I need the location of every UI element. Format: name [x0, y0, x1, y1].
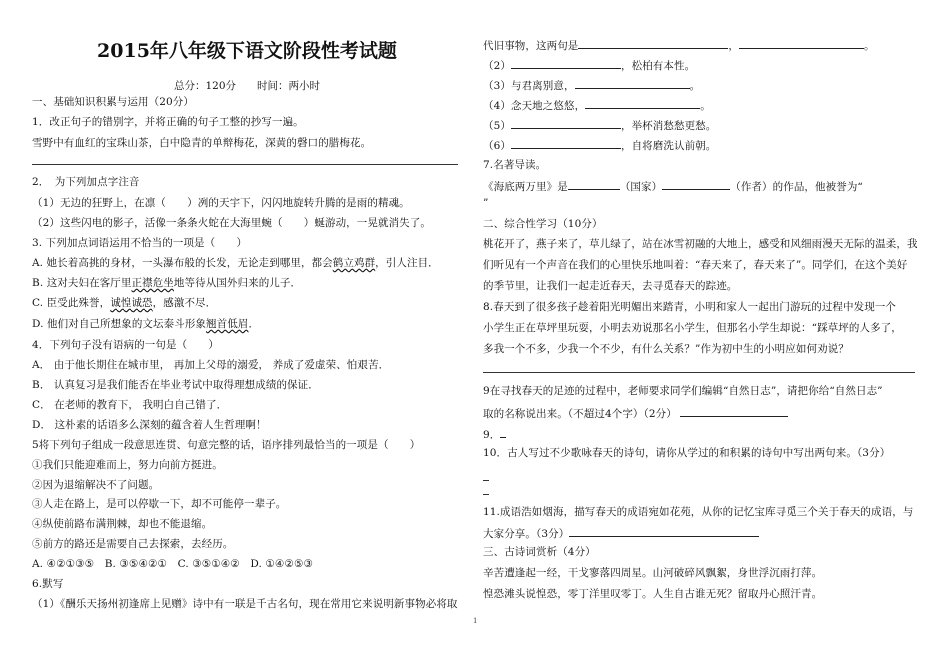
- question-6-item-1: （1）《酬乐天扬州初逢席上见赠》诗中有一联是千古名句，现在常用它来说明新事物必将取: [32, 598, 458, 610]
- question-11: 11.成语浩如烟海，描写春天的成语宛如花苑，从你的记忆宝库寻觅三个关于春天的成语，与: [483, 506, 914, 518]
- question-11-line-2: [483, 525, 759, 541]
- marked-phrase: 诚惶诚恐: [110, 297, 153, 309]
- question-6-item-2: [483, 57, 695, 73]
- answer-blank[interactable]: [662, 178, 730, 190]
- prompt-text: （3）与君离别意，: [483, 80, 575, 92]
- prompt-text: （4）念天地之悠悠，: [483, 100, 586, 112]
- answer-blank[interactable]: [511, 137, 621, 149]
- prompt-text-end: ，自将磨洗认前朝。: [620, 140, 717, 152]
- answer-line[interactable]: [483, 480, 489, 481]
- answer-line[interactable]: [483, 494, 489, 495]
- punct: 。: [689, 80, 701, 92]
- answer-blank[interactable]: [575, 77, 690, 89]
- question-7-close-quote: ”: [483, 197, 489, 209]
- answer-blank[interactable]: [511, 57, 621, 69]
- question-6-item-5: [483, 117, 716, 133]
- option-text-end: ．: [248, 318, 260, 330]
- prompt-text-end: ，松柏有本性。: [620, 60, 696, 72]
- question-2: 2． 为下列加点字注音: [32, 176, 140, 188]
- answer-label: 9．: [483, 429, 501, 441]
- prompt-text: （6）: [483, 140, 511, 152]
- answer-blank[interactable]: [500, 426, 506, 438]
- question-8: 8.春天到了很多孩子趁着阳光明媚出来踏青，小明和家人一起出门游玩的过程中发现一个: [483, 301, 897, 313]
- question-4-option-c: C． 在老师的教育下， 我明白自己错了．: [32, 399, 228, 411]
- prompt-text-end: （作者）的作品，他被誉为“: [730, 181, 863, 193]
- prompt-text-end: ，举杯消愁愁更愁。: [620, 120, 717, 132]
- question-5-options: A. ④②①③⑤ B. ③⑤④②① C. ③⑤①④② D. ①④②⑤③: [32, 558, 313, 570]
- question-3-option-d: [32, 317, 259, 331]
- prompt-text: 大家分享。（3分）: [483, 528, 570, 540]
- page-title: 2015年八年级下语文阶段性考试题: [97, 40, 397, 62]
- question-8-line-2: 小学生正在草坪里玩耍，小明去劝说那名小学生，但那名小学生却说：“踩草坪的人多了，: [483, 322, 902, 334]
- section-heading: 一、基础知识积累与运用（20分）: [32, 96, 194, 108]
- question-4-option-a: A． 由于他长期住在城市里， 再加上父母的溺爱， 养成了爱虚荣、怕艰苦．: [32, 359, 390, 371]
- question-6: 6.默写: [32, 578, 64, 590]
- option-text-end: ，感激不尽．: [152, 297, 217, 309]
- question-3-option-a: [32, 256, 439, 270]
- option-text-end: ，引人注目．: [375, 257, 439, 269]
- passage-line-2: 们听见有一个声音在我们的心里快乐地叫着：“春天来了，春天来了”。同学们，在这个美好: [483, 259, 908, 271]
- question-4-option-b: B． 认真复习是我们能否在毕业考试中取得理想成绩的保证．: [32, 379, 319, 391]
- prompt-text: 取的名称说出来。（不超过4个字）（2分）: [483, 408, 677, 420]
- option-text: A. 她长着高挑的身材，一头瀑布般的长发，无论走到哪里，都会: [32, 257, 333, 269]
- question-6-item-4: [483, 97, 711, 113]
- question-5-sentence-4: ④纵使前路布满荆棘，却也不能退缩。: [32, 518, 213, 530]
- question-10: 10．古人写过不少歌咏春天的诗句，请你从学过的和积累的诗句中写出两句来。（3分）: [483, 447, 891, 459]
- answer-blank[interactable]: [585, 97, 700, 109]
- page-number: 1: [473, 617, 478, 625]
- prompt-text: （5）: [483, 120, 511, 132]
- answer-line: [32, 164, 458, 165]
- question-6-item-6: [483, 137, 716, 153]
- punct: 。: [700, 100, 711, 112]
- question-1: 1．改正句子的错别字，并将正确的句子工整的抄写一遍。: [32, 116, 304, 128]
- marked-phrase: 正襟危坐: [131, 277, 174, 289]
- question-5-sentence-3: ③人走在路上，是可以停歇一下，却不可能停一辈子。: [32, 498, 287, 510]
- question-5-sentence-1: ①我们只能迎难而上，努力向前方挺进。: [32, 459, 223, 471]
- punct: 。: [864, 40, 875, 52]
- question-3-option-b: [32, 276, 301, 290]
- question-2-item-1: （1）无边的狂野上，在凛（ ）冽的天宇下，闪闪地旋转升腾的是雨的精魂。: [32, 197, 410, 209]
- answer-line[interactable]: [483, 372, 915, 373]
- section-heading: 三、古诗词赏析（4分）: [483, 546, 596, 558]
- question-7: 7.名著导读。: [483, 159, 547, 171]
- option-text: B. 这对夫妇在客厅里: [32, 277, 132, 289]
- poem-line-1: 辛苦遭逢起一经，干戈寥落四周星。山河破碎风飘絮，身世浮沉雨打萍。: [483, 567, 823, 579]
- question-1-sentence: 雪野中有血红的宝珠山茶，白中隐青的单辩梅花，深黄的磬口的腊梅花。: [32, 137, 372, 149]
- punct: ，: [728, 40, 740, 52]
- question-4-option-d: D． 这朴素的话语多么深刻的蕴含着人生哲理啊！: [32, 419, 267, 431]
- exam-info: 总分：120分 时间：两小时: [173, 80, 321, 92]
- prompt-text: （2）: [483, 60, 511, 72]
- question-8-line-3: 多我一个不多，少我一个不少，有什么关系？”作为初中生的小明应如何劝说？: [483, 343, 849, 355]
- marked-phrase: 翘首低眉: [206, 318, 249, 330]
- question-5-sentence-2: ②因为退缩解决不了问题。: [32, 479, 160, 491]
- option-text: C. 臣受此殊誉，: [32, 297, 111, 309]
- poem-line-2: 惶恐滩头说惶恐，零丁洋里叹零丁。人生自古谁无死？留取丹心照汗青。: [483, 588, 823, 600]
- question-2-item-2: （2）这些闪电的影子，活像一条条火蛇在大海里蜿（ ）蜒游动，一晃就消失了。: [32, 217, 431, 229]
- question-6-item-3: [483, 77, 700, 93]
- passage-line-3: 的季节里，让我们一起走近春天，去寻觅春天的踪迹。: [483, 280, 738, 292]
- question-7-prompt: [483, 178, 863, 194]
- question-9: 9在寻找春天的足迹的过程中，老师要求同学们编辑“自然日志”，请把你给“自然日志”: [483, 385, 883, 397]
- question-9-line-2: [483, 405, 788, 421]
- question-5: 5将下列句子组成一段意思连贯、句意完整的话，语序排列最恰当的一项是（ ）: [32, 439, 421, 451]
- question-5-sentence-5: ⑤前方的路还是需要自己去探索，去经历。: [32, 538, 234, 550]
- answer-9-label: [483, 426, 506, 442]
- marked-phrase: 鹤立鸡群: [332, 257, 376, 269]
- answer-blank[interactable]: [739, 37, 864, 49]
- prompt-text: 《海底两万里》是: [483, 181, 568, 193]
- prompt-text: 代旧事物，这两句是: [483, 40, 579, 52]
- answer-blank[interactable]: [569, 525, 759, 537]
- option-text-end: 地等待从国外归来的儿子．: [173, 277, 302, 289]
- question-6-item-1-continued: [483, 37, 875, 53]
- prompt-text: （国家）: [619, 181, 663, 193]
- question-3-option-c: [32, 296, 216, 310]
- passage-line-1: 桃花开了，燕子来了，草儿绿了，站在冰雪初融的大地上，感受和风细雨漫天无际的温柔，我: [483, 238, 918, 250]
- answer-blank[interactable]: [511, 117, 621, 129]
- answer-blank[interactable]: [568, 178, 620, 190]
- question-3: 3. 下列加点词语运用不恰当的一项是（ ）: [32, 237, 248, 249]
- question-4: 4．下列句子没有语病的一句是（ ）: [32, 339, 219, 351]
- section-heading: 二、综合性学习（10分）: [483, 218, 603, 230]
- answer-blank[interactable]: [578, 37, 728, 49]
- answer-blank[interactable]: [680, 405, 788, 417]
- option-text: D. 他们对自己所想象的文坛泰斗形象: [32, 318, 207, 330]
